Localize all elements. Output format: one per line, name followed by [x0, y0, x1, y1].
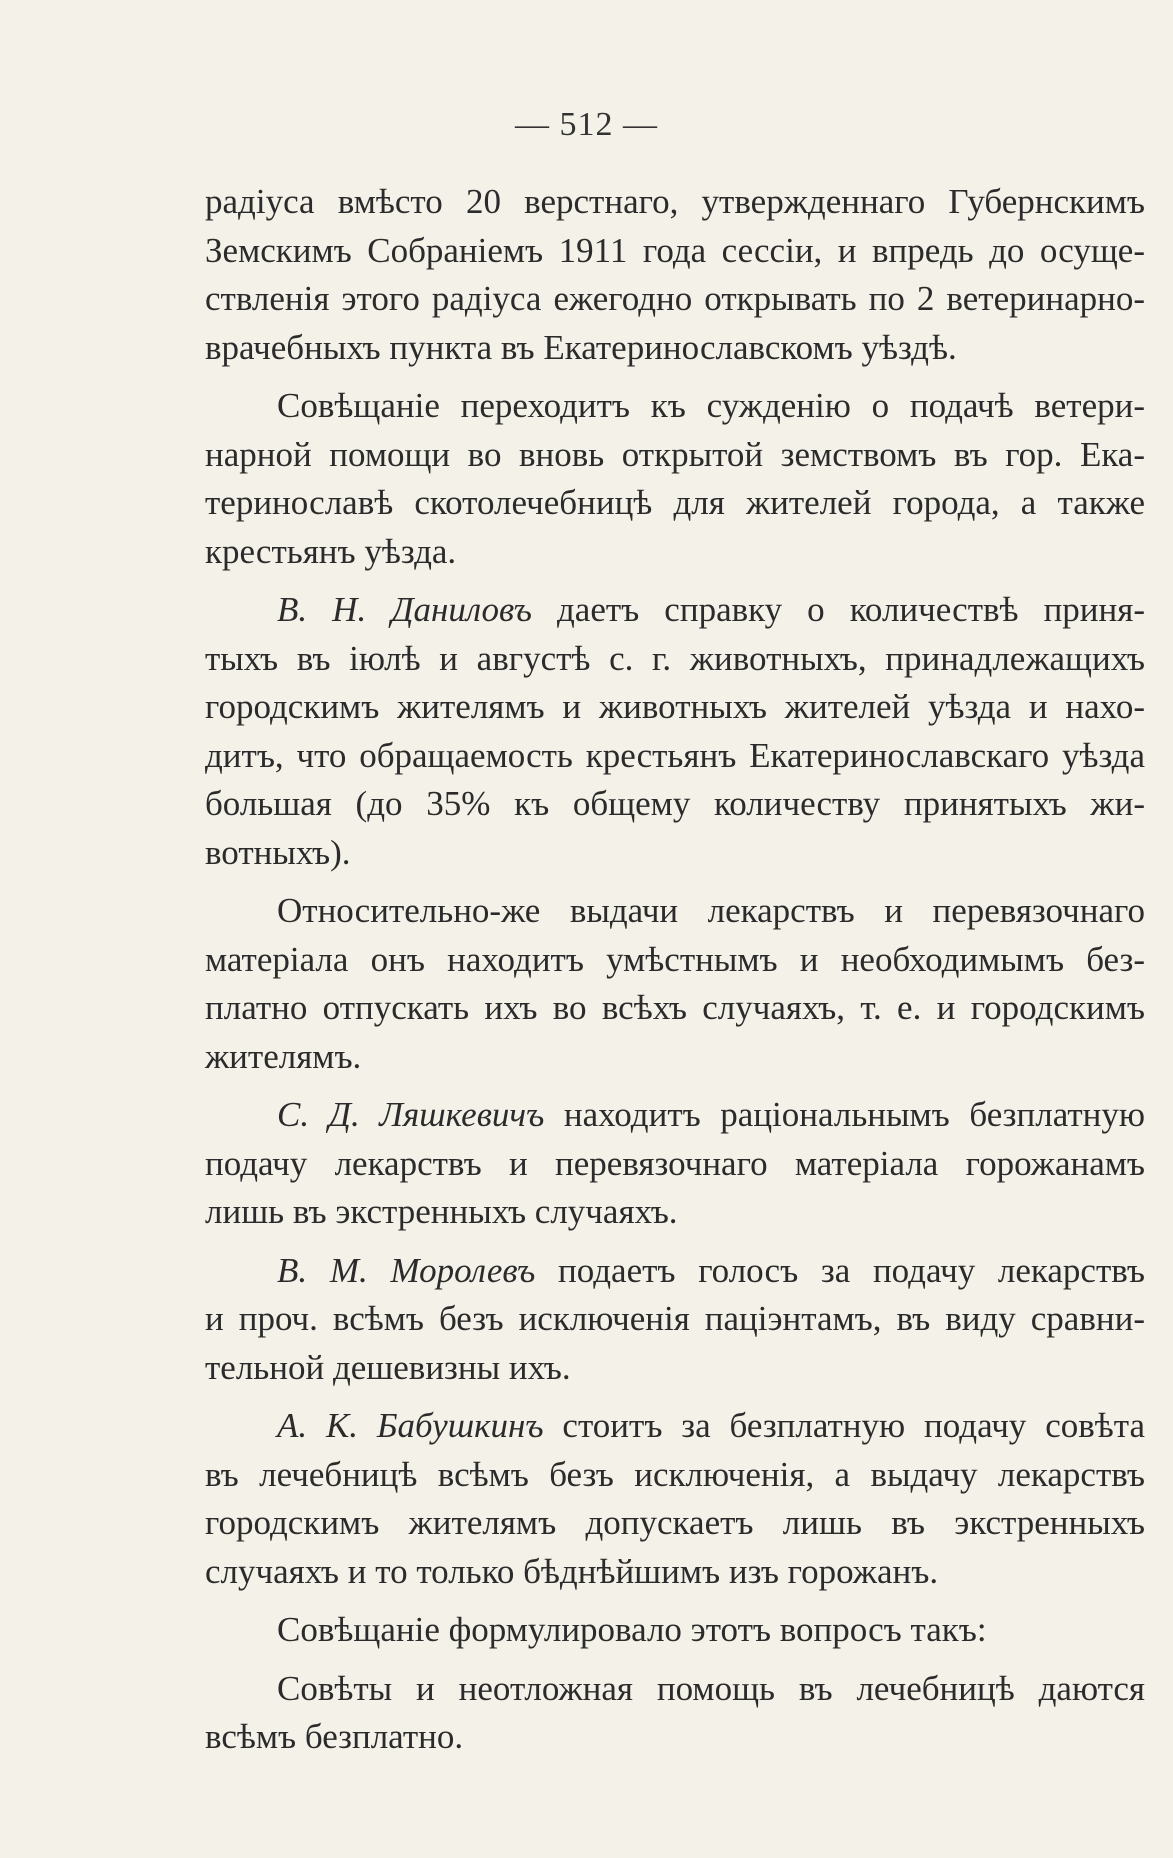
text-line — [205, 528, 1145, 577]
text-line — [205, 1344, 1145, 1393]
text-line — [205, 732, 1145, 781]
paragraph-gap — [205, 1655, 1145, 1665]
line-text: всѣмъ безплатно. — [205, 1717, 464, 1756]
line-text: крестьянъ уѣзда. — [205, 531, 457, 571]
page-number: — 512 — — [515, 106, 658, 143]
line-text: тельной дешевизны ихъ. — [205, 1347, 571, 1387]
text-line — [205, 324, 1145, 373]
text-line — [205, 1091, 1145, 1140]
line-text: лишь въ экстренныхъ случаяхъ. — [205, 1192, 678, 1231]
paragraph-gap — [205, 1237, 1145, 1247]
line-text: Совѣщаніе переходитъ къ сужденію о подачѣ ветери- — [277, 386, 1145, 425]
paragraph — [205, 1665, 1145, 1762]
paragraph — [205, 1402, 1145, 1596]
line-text: платно отпускать ихъ во всѣхъ случаяхъ, т. е. и городскимъ — [205, 988, 1145, 1027]
text-line — [205, 1247, 1145, 1296]
text-line — [205, 635, 1145, 684]
text-line — [205, 683, 1145, 732]
line-text: дитъ, что обращаемость крестьянъ Екатеринославскаго уѣзда — [205, 735, 1145, 775]
paragraph-gap — [205, 1392, 1145, 1402]
paragraph — [205, 178, 1145, 372]
line-text: городскимъ жителямъ и животныхъ жителей уѣзда и нахо- — [205, 687, 1145, 726]
line-text: Относительно-же выдачи лекарствъ и перевязочнаго — [277, 891, 1145, 930]
text-line — [205, 1140, 1145, 1189]
text-line — [205, 227, 1145, 276]
line-text: подаетъ голосъ за подачу лекарствъ — [558, 1250, 1145, 1290]
line-text: жителямъ. — [205, 1036, 362, 1076]
text-line — [205, 1665, 1145, 1714]
speaker-name: С. Д. Ляшкевичъ — [277, 1095, 545, 1134]
text-line — [205, 984, 1145, 1033]
paragraph-gap — [205, 1596, 1145, 1606]
text-line — [205, 1402, 1145, 1451]
text-line — [205, 780, 1145, 829]
text-line — [205, 1188, 1145, 1237]
line-text: радіуса вмѣсто 20 верстнаго, утвержденнаго Губернскимъ — [205, 182, 1145, 221]
text-line — [205, 1451, 1145, 1500]
text-line — [205, 887, 1145, 936]
line-text: Совѣщаніе формулировало этотъ вопросъ такъ: — [277, 1610, 987, 1649]
line-text: теринославѣ скотолечебницѣ для жителей города, а также — [205, 483, 1145, 522]
paragraph-gap — [205, 372, 1145, 382]
line-text: Земскимъ Собраніемъ 1911 года сессіи, и впредь до осуще- — [205, 230, 1145, 270]
line-text: врачебныхъ пункта въ Екатеринославскомъ уѣздѣ. — [205, 327, 957, 367]
paragraph-gap — [205, 877, 1145, 887]
line-text: находитъ раціональнымъ безплатную — [563, 1095, 1145, 1134]
text-line — [205, 936, 1145, 985]
text-line — [205, 479, 1145, 528]
text-line — [205, 431, 1145, 480]
line-text: и проч. всѣмъ безъ исключенія паціэнтамъ, въ виду сравни- — [205, 1299, 1145, 1338]
text-line — [205, 1548, 1145, 1597]
line-text: въ лечебницѣ всѣмъ безъ исключенія, а выдачу лекарствъ — [205, 1454, 1145, 1494]
speaker-name: В. М. Моролевъ — [277, 1250, 536, 1290]
line-text: вотныхъ). — [205, 832, 351, 872]
line-text: Совѣты и неотложная помощь въ лечебницѣ даются — [277, 1668, 1145, 1708]
paragraph — [205, 382, 1145, 576]
paragraph — [205, 1091, 1145, 1237]
text-line — [205, 1499, 1145, 1548]
line-text: нарной помощи во вновь открытой земствомъ въ гор. Ека- — [205, 434, 1145, 474]
text-line — [205, 1713, 1145, 1762]
line-text: стоитъ за безплатную подачу совѣта — [562, 1406, 1146, 1445]
text-line — [205, 586, 1145, 635]
line-text: случаяхъ и то только бѣднѣйшимъ изъ горожанъ. — [205, 1551, 939, 1591]
line-text: городскимъ жителямъ допускаетъ лишь въ экстренныхъ — [205, 1503, 1145, 1542]
line-text: большая (до 35% къ общему количеству принятыхъ жи- — [205, 784, 1145, 823]
line-text: матеріала онъ находитъ умѣстнымъ и необходимымъ без- — [205, 939, 1145, 979]
line-text: тыхъ въ іюлѣ и августѣ с. г. животныхъ, принадлежащихъ — [205, 638, 1145, 678]
speaker-name: В. Н. Даниловъ — [277, 590, 532, 629]
text-line — [205, 1606, 1145, 1655]
text-line — [205, 1295, 1145, 1344]
speaker-name: А. К. Бабушкинъ — [277, 1406, 544, 1445]
text-line — [205, 275, 1145, 324]
body-text — [205, 178, 1145, 1762]
text-line — [205, 178, 1145, 227]
line-text: подачу лекарствъ и перевязочнаго матеріала горожанамъ — [205, 1143, 1145, 1183]
paragraph — [205, 586, 1145, 877]
paragraph — [205, 1247, 1145, 1393]
paragraph-gap — [205, 1081, 1145, 1091]
line-text: ствленія этого радіуса ежегодно открывать по 2 ветеринарно- — [205, 279, 1145, 318]
text-line — [205, 1033, 1145, 1082]
paragraph — [205, 887, 1145, 1081]
line-text: даетъ справку о количествѣ приня- — [557, 590, 1146, 629]
text-line — [205, 382, 1145, 431]
text-line — [205, 829, 1145, 878]
paragraph — [205, 1606, 1145, 1655]
paragraph-gap — [205, 576, 1145, 586]
